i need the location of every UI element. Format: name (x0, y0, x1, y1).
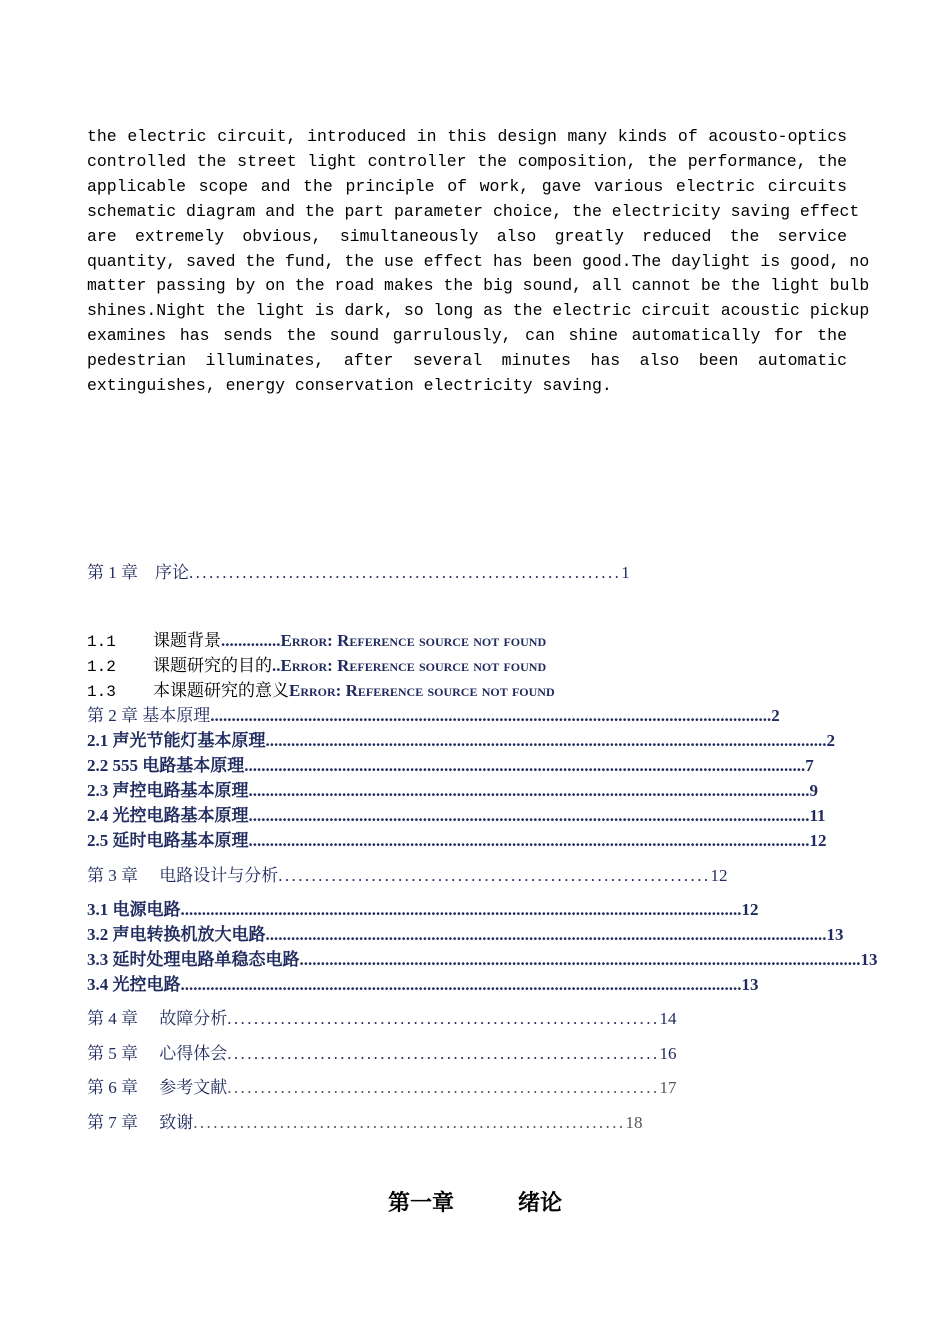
reference-error: Error: Reference source not found (280, 656, 547, 675)
toc-page-number: 12 (710, 866, 728, 885)
toc-leader-dots: ................................................................. (189, 563, 622, 582)
toc-entry-2-5[interactable] (87, 826, 827, 850)
abstract-line: quantity, saved the fund, the use effect has been good.The daylight is good, no (87, 251, 870, 271)
toc-entry-chapter-2[interactable] (87, 701, 780, 725)
toc-leader-dots: ................................................................. (227, 1044, 660, 1063)
toc-page-number: 18 (625, 1113, 643, 1132)
english-abstract (87, 125, 870, 399)
toc-leader-dots: ................................................................. (278, 866, 711, 885)
toc-entry-label: 2.4 光控电路基本原理 (87, 806, 249, 825)
abstract-line: controlled the street light controller the composition, the performance, the (87, 151, 847, 171)
reference-error: Error: Reference source not found (289, 681, 555, 700)
toc-entry-label: 第 7 章 致谢 (87, 1113, 194, 1132)
abstract-line: extinguishes, energy conservation electricity saving. (87, 376, 612, 396)
toc-section-number: 1.3 (87, 683, 116, 701)
toc-entry-3-3[interactable] (87, 945, 878, 969)
toc-entry-label: 第 1 章 序论 (87, 563, 189, 582)
abstract-line: pedestrian illuminates, after several minutes has also been automatic (87, 351, 847, 371)
toc-entry-2-1[interactable] (87, 726, 835, 750)
toc-leader-dots: .................................................................................................................................... (299, 950, 861, 969)
toc-page-number: 13 (826, 925, 844, 944)
abstract-line: shines.Night the light is dark, so long as the electric circuit acoustic pickup (87, 301, 870, 321)
toc-section-number: 1.2 (87, 658, 116, 676)
toc-leader-dots: .................................................................................................................................... (248, 806, 810, 825)
toc-leader-dots: .................................................................................................................................... (210, 706, 772, 725)
toc-entry-3-4[interactable] (87, 970, 759, 994)
toc-entry-1-1[interactable] (87, 626, 546, 650)
toc-section-number: 1.1 (87, 633, 116, 651)
toc-entry-3-2[interactable] (87, 920, 844, 944)
toc-leader-dots: .................................................................................................................................... (265, 731, 827, 750)
toc-entry-label: 第 4 章 故障分析 (87, 1009, 228, 1028)
chapter-number: 第一章 (387, 1190, 454, 1216)
toc-entry-label: 本课题研究的意义 (153, 681, 289, 700)
toc-entry-3-1[interactable] (87, 895, 759, 919)
abstract-line: applicable scope and the principle of work, gave various electric circuits (87, 176, 847, 196)
toc-entry-label: 2.5 延时电路基本原理 (87, 831, 249, 850)
toc-entry-2-3[interactable] (87, 776, 818, 800)
toc-entry-2-2[interactable] (87, 751, 814, 775)
toc-page-number: 2 (826, 731, 835, 750)
toc-entry-chapter-4[interactable] (87, 1004, 677, 1028)
toc-leader-dots: .............. (221, 631, 281, 650)
toc-page-number: 2 (771, 706, 780, 725)
toc-leader-dots: .. (272, 656, 281, 675)
toc-page-number: 9 (809, 781, 818, 800)
toc-entry-label: 3.2 声电转换机放大电路 (87, 925, 266, 944)
toc-leader-dots: ................................................................. (193, 1113, 626, 1132)
toc-entry-label: 3.1 电源电路 (87, 900, 181, 919)
toc-leader-dots: .................................................................................................................................... (248, 781, 810, 800)
toc-entry-label: 课题研究的目的 (153, 656, 272, 675)
toc-page-number: 7 (805, 756, 814, 775)
toc-entry-label: 3.3 延时处理电路单稳态电路 (87, 950, 300, 969)
toc-leader-dots: ................................................................. (227, 1078, 660, 1097)
toc-entry-label: 第 5 章 心得体会 (87, 1044, 228, 1063)
toc-page-number: 12 (741, 900, 759, 919)
abstract-line: are extremely obvious, simultaneously also greatly reduced the service (87, 226, 847, 246)
toc-entry-label: 第 3 章 电路设计与分析 (87, 866, 279, 885)
toc-page-number: 13 (860, 950, 878, 969)
toc-entry-1-2[interactable] (87, 651, 546, 675)
toc-leader-dots: .................................................................................................................................... (180, 975, 742, 994)
abstract-line: the electric circuit, introduced in this design many kinds of acousto-optics (87, 127, 847, 146)
chapter-title: 绪论 (518, 1190, 563, 1216)
toc-entry-label: 2.2 555 电路基本原理 (87, 756, 245, 775)
toc-entry-label: 课题背景 (153, 631, 221, 650)
toc-entry-chapter-7[interactable] (87, 1108, 643, 1132)
toc-entry-chapter-6[interactable] (87, 1073, 677, 1097)
chapter-heading (0, 1186, 950, 1217)
toc-entry-label: 3.4 光控电路 (87, 975, 181, 994)
toc-entry-chapter-3[interactable] (87, 861, 728, 885)
toc-page-number: 16 (659, 1044, 677, 1063)
toc-entry-label: 第 6 章 参考文献 (87, 1078, 228, 1097)
toc-entry-1-3[interactable] (87, 676, 555, 700)
toc-leader-dots: .................................................................................................................................... (248, 831, 810, 850)
toc-page-number: 1 (621, 563, 630, 582)
toc-leader-dots: .................................................................................................................................... (265, 925, 827, 944)
reference-error: Error: Reference source not found (280, 631, 547, 650)
toc-page-number: 17 (659, 1078, 677, 1097)
toc-entry-label: 第 2 章 基本原理 (87, 706, 211, 725)
toc-entry-label: 2.1 声光节能灯基本原理 (87, 731, 266, 750)
toc-leader-dots: .................................................................................................................................... (180, 900, 742, 919)
toc-page-number: 14 (659, 1009, 677, 1028)
toc-leader-dots: ................................................................. (227, 1009, 660, 1028)
abstract-line: examines has sends the sound garrulously, can shine automatically for the (87, 326, 847, 346)
toc-leader-dots: .................................................................................................................................... (244, 756, 806, 775)
abstract-line: matter passing by on the road makes the big sound, all cannot be the light bulb (87, 276, 870, 296)
toc-entry-label: 2.3 声控电路基本原理 (87, 781, 249, 800)
toc-entry-2-4[interactable] (87, 801, 826, 825)
toc-page-number: 13 (741, 975, 759, 994)
toc-page-number: 12 (809, 831, 827, 850)
toc-entry-chapter-1[interactable] (87, 558, 630, 582)
toc-page-number: 11 (809, 806, 826, 825)
abstract-line: schematic diagram and the part parameter choice, the electricity saving effect (87, 201, 860, 221)
toc-entry-chapter-5[interactable] (87, 1039, 677, 1063)
